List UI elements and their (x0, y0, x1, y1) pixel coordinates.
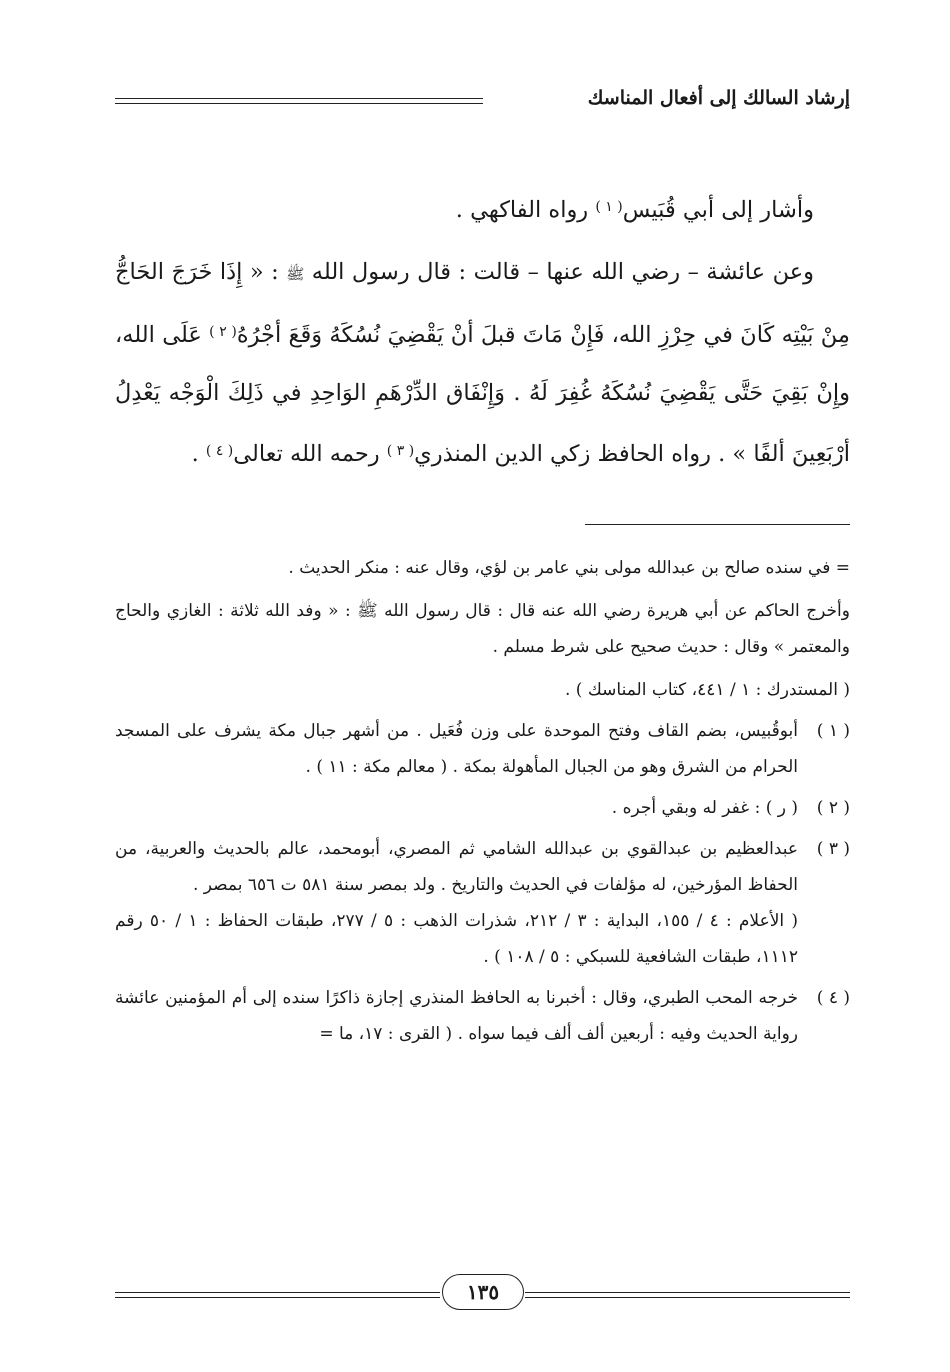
footnote-body (115, 790, 798, 826)
footnote-separator (585, 524, 850, 525)
header-rule (115, 98, 483, 104)
footnote-ref-2: ( ٢ ) (209, 324, 237, 340)
footnote-2 (115, 790, 850, 826)
footnote-ref-4: ( ٤ ) (205, 443, 234, 459)
paragraph-1 (115, 178, 850, 239)
paragraph-2-part-b: : « إِذَا خَرَجَ الحَاجُّ مِنْ بَيْتِه كَانَ في حِرْزِ الله، فَإِنْ مَاتَ قبلَ أنْ يَقْضِيَ نُسُكَهُ وَقَعَ أجْرُهُ (115, 259, 850, 348)
footnotes (115, 550, 850, 1052)
footnote-continuation (115, 550, 850, 708)
continuation-line: ( المستدرك : ١ / ٤٤١، كتاب المناسك ) . (564, 680, 850, 700)
paragraph-2-part-d: رحمه الله تعالى (233, 441, 387, 467)
footnote-number: ( ٤ ) (816, 988, 850, 1008)
running-header (115, 85, 850, 119)
header-title: إرشاد السالك إلى أفعال المناسك (587, 87, 850, 109)
footnote-4 (115, 980, 850, 1052)
paragraph-2 (115, 243, 850, 483)
footnote-1 (115, 713, 850, 785)
honorific-glyph: ﷺ (286, 265, 305, 283)
footnote-number: ( ٣ ) (816, 839, 850, 859)
footnote-ref-1: ( ١ ) (595, 199, 623, 215)
footnote-body (115, 713, 798, 785)
footnote-ref-3: ( ٣ ) (386, 443, 415, 459)
paragraph-2-part-c: عَلَى الله، وإِنْ بَقِيَ حَتَّى يَقْضِيَ نُسُكَهُ غُفِرَ لَهُ . وَإِنْفَاق الدِّرْهَمِ الوَاحِدِ في ذَلِكَ الْوَجْه يَعْدِلُ أرْبَعِينَ ألفًا » . رواه الحافظ زكي الدين المنذري (115, 322, 850, 467)
main-text (115, 178, 850, 483)
paragraph-2-end: . (191, 441, 206, 467)
footer-rule-left (115, 1292, 440, 1298)
footnote-body (115, 831, 798, 975)
footnote-number: ( ١ ) (816, 721, 850, 741)
footnote-3 (115, 831, 850, 975)
paragraph-2-part-a: وعن عائشة – رضي الله عنها – قالت : قال رسول الله (304, 259, 814, 285)
paragraph-1-tail: رواه الفاكهي . (455, 197, 596, 223)
footer-rule-right (525, 1292, 850, 1298)
footnote-text: ( ر ) : غفر له وبقي أجره . (611, 798, 798, 818)
paragraph-1-text: وأشار إلى أبي قُبَيس (622, 197, 814, 223)
page-number: ١٣٥ (442, 1274, 524, 1310)
footnote-body (115, 980, 798, 1052)
footnote-text: ( الأعلام : ٤ / ١٥٥، البداية : ٣ / ٢١٢، شذرات الذهب : ٥ / ٢٧٧، طبقات الحفاظ : ١ / ٥٠ رقم ١١١٢، طبقات الشافعية للسبكي : ٥ / ١٠٨ ) . (115, 911, 798, 967)
page-footer (115, 1272, 850, 1316)
footnote-text: أبوقُبيس، بضم القاف وفتح الموحدة على وزن فُعَيل . من أشهر جبال مكة يشرف على المسجد الحرام من الشرق وهو من الجبال المأهولة بمكة . ( معالم مكة : ١١ ) . (115, 721, 798, 777)
continuation-line: = في سنده صالح بن عبدالله مولى بني عامر بن لؤي، وقال عنه : منكر الحديث . (288, 558, 850, 578)
footnote-text: عبدالعظيم بن عبدالقوي بن عبدالله الشامي ثم المصري، أبومحمد، عالم بالحديث والعربية، من الحفاظ المؤرخين، له مؤلفات في الحديث والتاريخ . ولد بمصر سنة ٥٨١ ت ٦٥٦ بمصر . (115, 839, 798, 895)
continuation-line: وأخرج الحاكم عن أبي هريرة رضي الله عنه قال : قال رسول الله ﷺ : « وفد الله ثلاثة : الغازي والحاج والمعتمر » وقال : حديث صحيح على شرط مسلم . (115, 601, 850, 657)
footnote-number: ( ٢ ) (816, 798, 850, 818)
footnote-text: خرجه المحب الطبري، وقال : أخبرنا به الحافظ المنذري إجازة ذاكرًا سنده إلى أم المؤمنين عائشة رواية الحديث وفيه : أربعين ألف ألف فيما سواه . ( القرى : ١٧، ما = (115, 988, 798, 1044)
